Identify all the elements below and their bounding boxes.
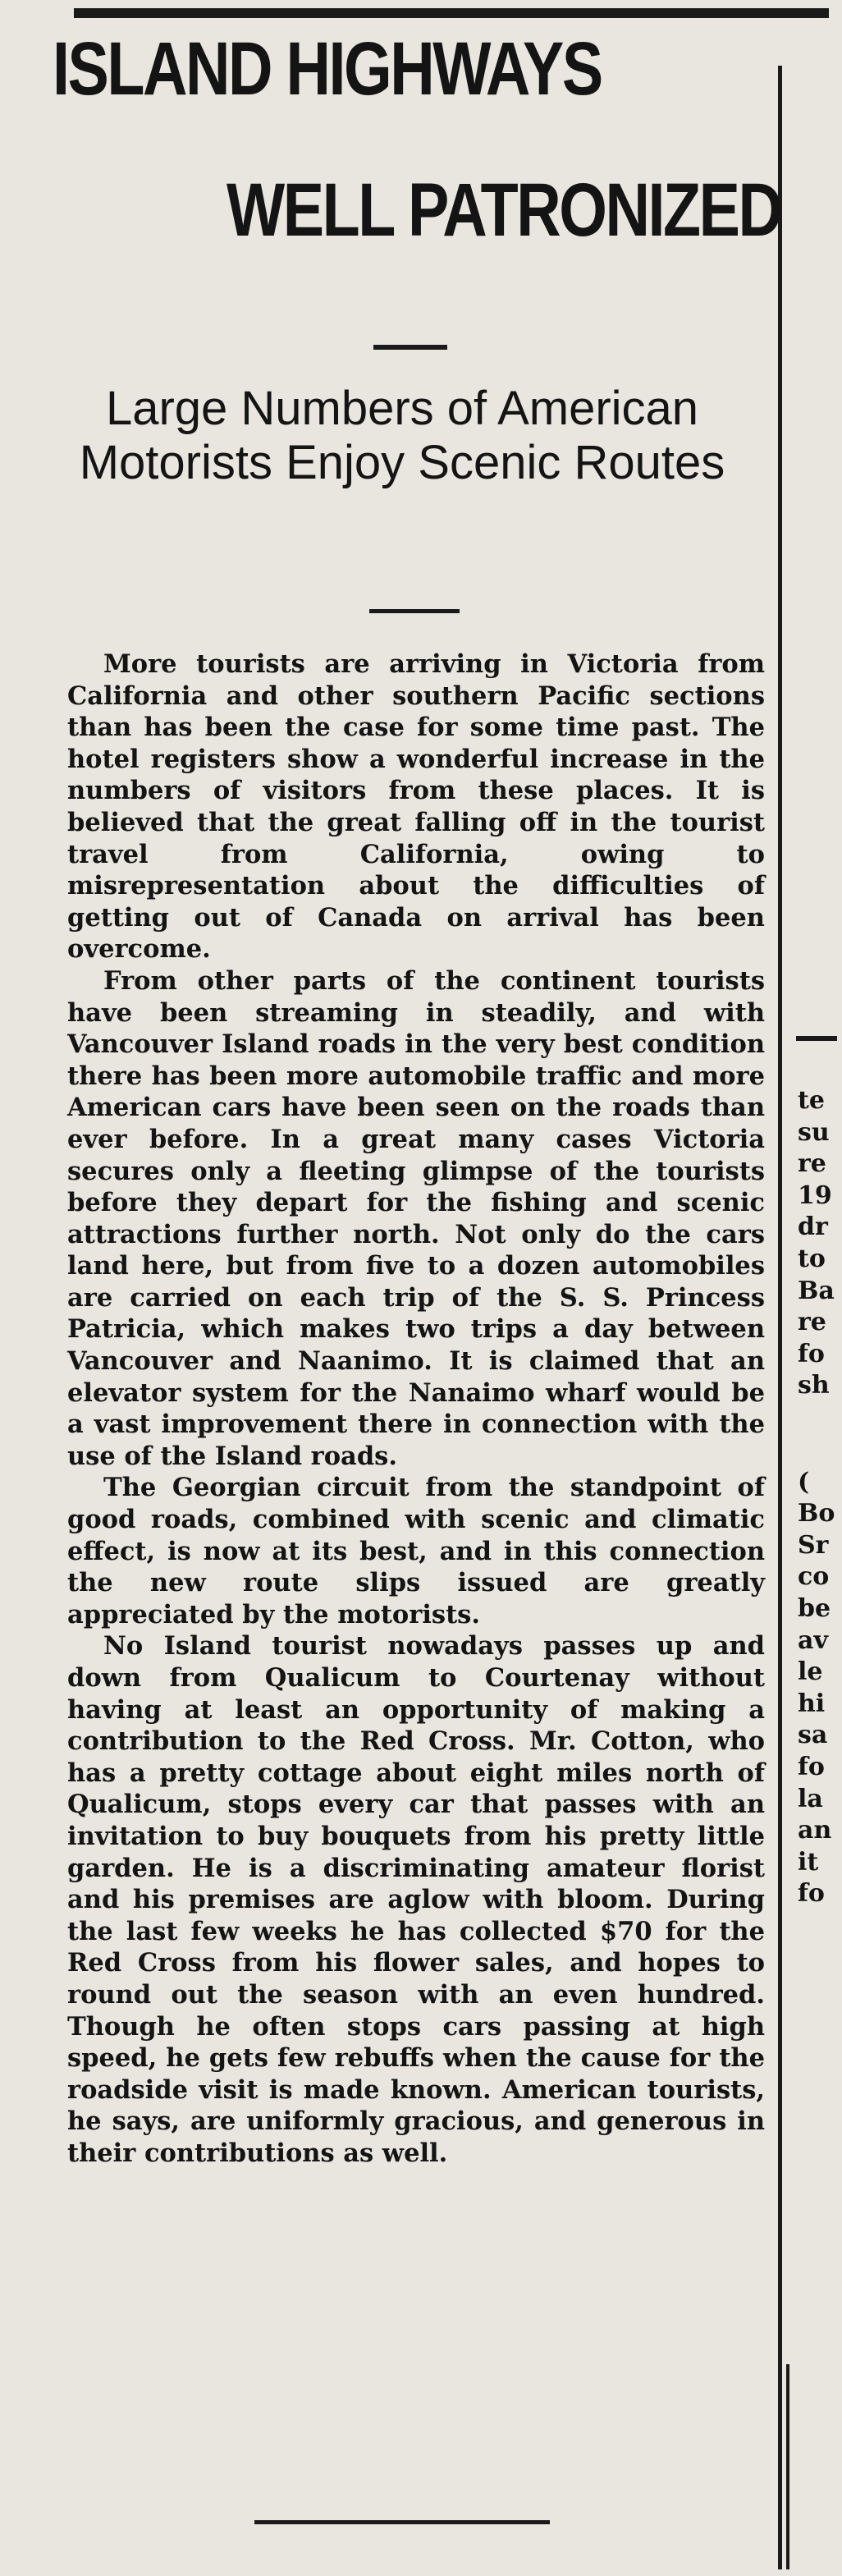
paragraph: No Island tourist nowadays passes up and down from Qualicum to Courtenay without having at least an opportunity of making a contribution to the Red Cross. Mr. Cotton, who has a pretty cottage about eight miles north of Qualicum, stops every car that passes with an invitation to buy bouquets from his pretty little garden. He is a discriminating amateur florist and his premises are aglow with bloom. During the last few weeks he has collected $70 for the Red Cross from his flower sales, and hopes to round out the season with an even hundred. Though he often stops cars passing at high speed, he gets few rebuffs when the cause for the roadside visit is made known. American tourists, he says, are uniformly gracious, and generous in their contributions as well. [67,1631,765,2168]
adjacent-column-rule [796,1036,837,1041]
subheadline: Large Numbers of American Motorists Enjoy Scenic Routes [79,382,725,489]
adjacent-column-fragment: 19 [798,1180,832,1210]
adjacent-column-fragment: an [798,1816,832,1845]
adjacent-column-fragment: co [798,1562,830,1592]
adjacent-column-fragment: sa [798,1721,828,1750]
adjacent-column-fragment: fo [798,1339,825,1368]
adjacent-column-fragment: dr [798,1212,828,1242]
adjacent-column-fragment: Sr [798,1530,829,1560]
paragraph: The Georgian circuit from the standpoint of good roads, combined with scenic and climatic effect, is now at its best, and in this connection the new route slips issued are greatly appreciated by the motorists. [67,1473,765,1629]
adjacent-column-fragment: sh [798,1371,830,1400]
subhead-divider [369,609,460,613]
adjacent-column-fragment: fo [798,1753,825,1781]
adjacent-column-fragment: la [798,1784,823,1813]
adjacent-column-fragment: hi [798,1689,826,1718]
article-end-rule [254,2520,550,2524]
paragraph: From other parts of the continent tourists have been streaming in steadily, and with Vancouver Island roads in the very best condition there has been more automobile traffic and more American cars have been seen on the roads than ever before. In a great many cases Victoria secures only a fleeting glimpse of the tourists before they depart for the fishing and scenic attractions further north. Not only do the cars land here, but from five to a dozen automobiles are carried on each trip of the S. S. Princess Patricia, which makes two trips a day between Vancouver and Naanimo. It is claimed that an elevator system for the Nanaimo wharf would be a vast improvement there in connection with the use of the Island roads. [67,965,765,1471]
adjacent-column-fragment: re [798,1308,826,1337]
adjacent-column-fragment: su [798,1117,830,1147]
adjacent-column-border [786,2364,789,2569]
adjacent-column-fragment: av [798,1625,828,1655]
adjacent-column-fragment: Bo [798,1499,835,1529]
adjacent-column-fragment: it [798,1847,819,1877]
headline-divider [373,345,447,350]
top-rule [74,8,829,18]
headline-line-2: WELL PATRONIZED [227,168,781,252]
adjacent-column-fragment: Ba [798,1276,835,1305]
adjacent-column-fragment: re [798,1149,826,1179]
article-body [67,649,765,2170]
adjacent-column-fragment: le [798,1657,823,1687]
adjacent-column-fragment: be [798,1594,831,1623]
adjacent-column-fragment: te [798,1086,825,1115]
adjacent-column-fragment: to [798,1244,826,1273]
adjacent-column-fragment: ( [798,1467,810,1497]
headline-line-1: ISLAND HIGHWAYS [53,27,602,111]
adjacent-column-fragment: fo [798,1879,825,1909]
column-divider [778,66,782,2569]
paragraph: More tourists are arriving in Victoria from California and other southern Pacific sections than has been the case for some time past. The hotel registers show a wonderful increase in the numbers of visitors from these places. It is believed that the great falling off in the tourist travel from California, owing to misrepresentation about the difficulties of getting out of Canada on arrival has been overcome. [67,649,765,965]
